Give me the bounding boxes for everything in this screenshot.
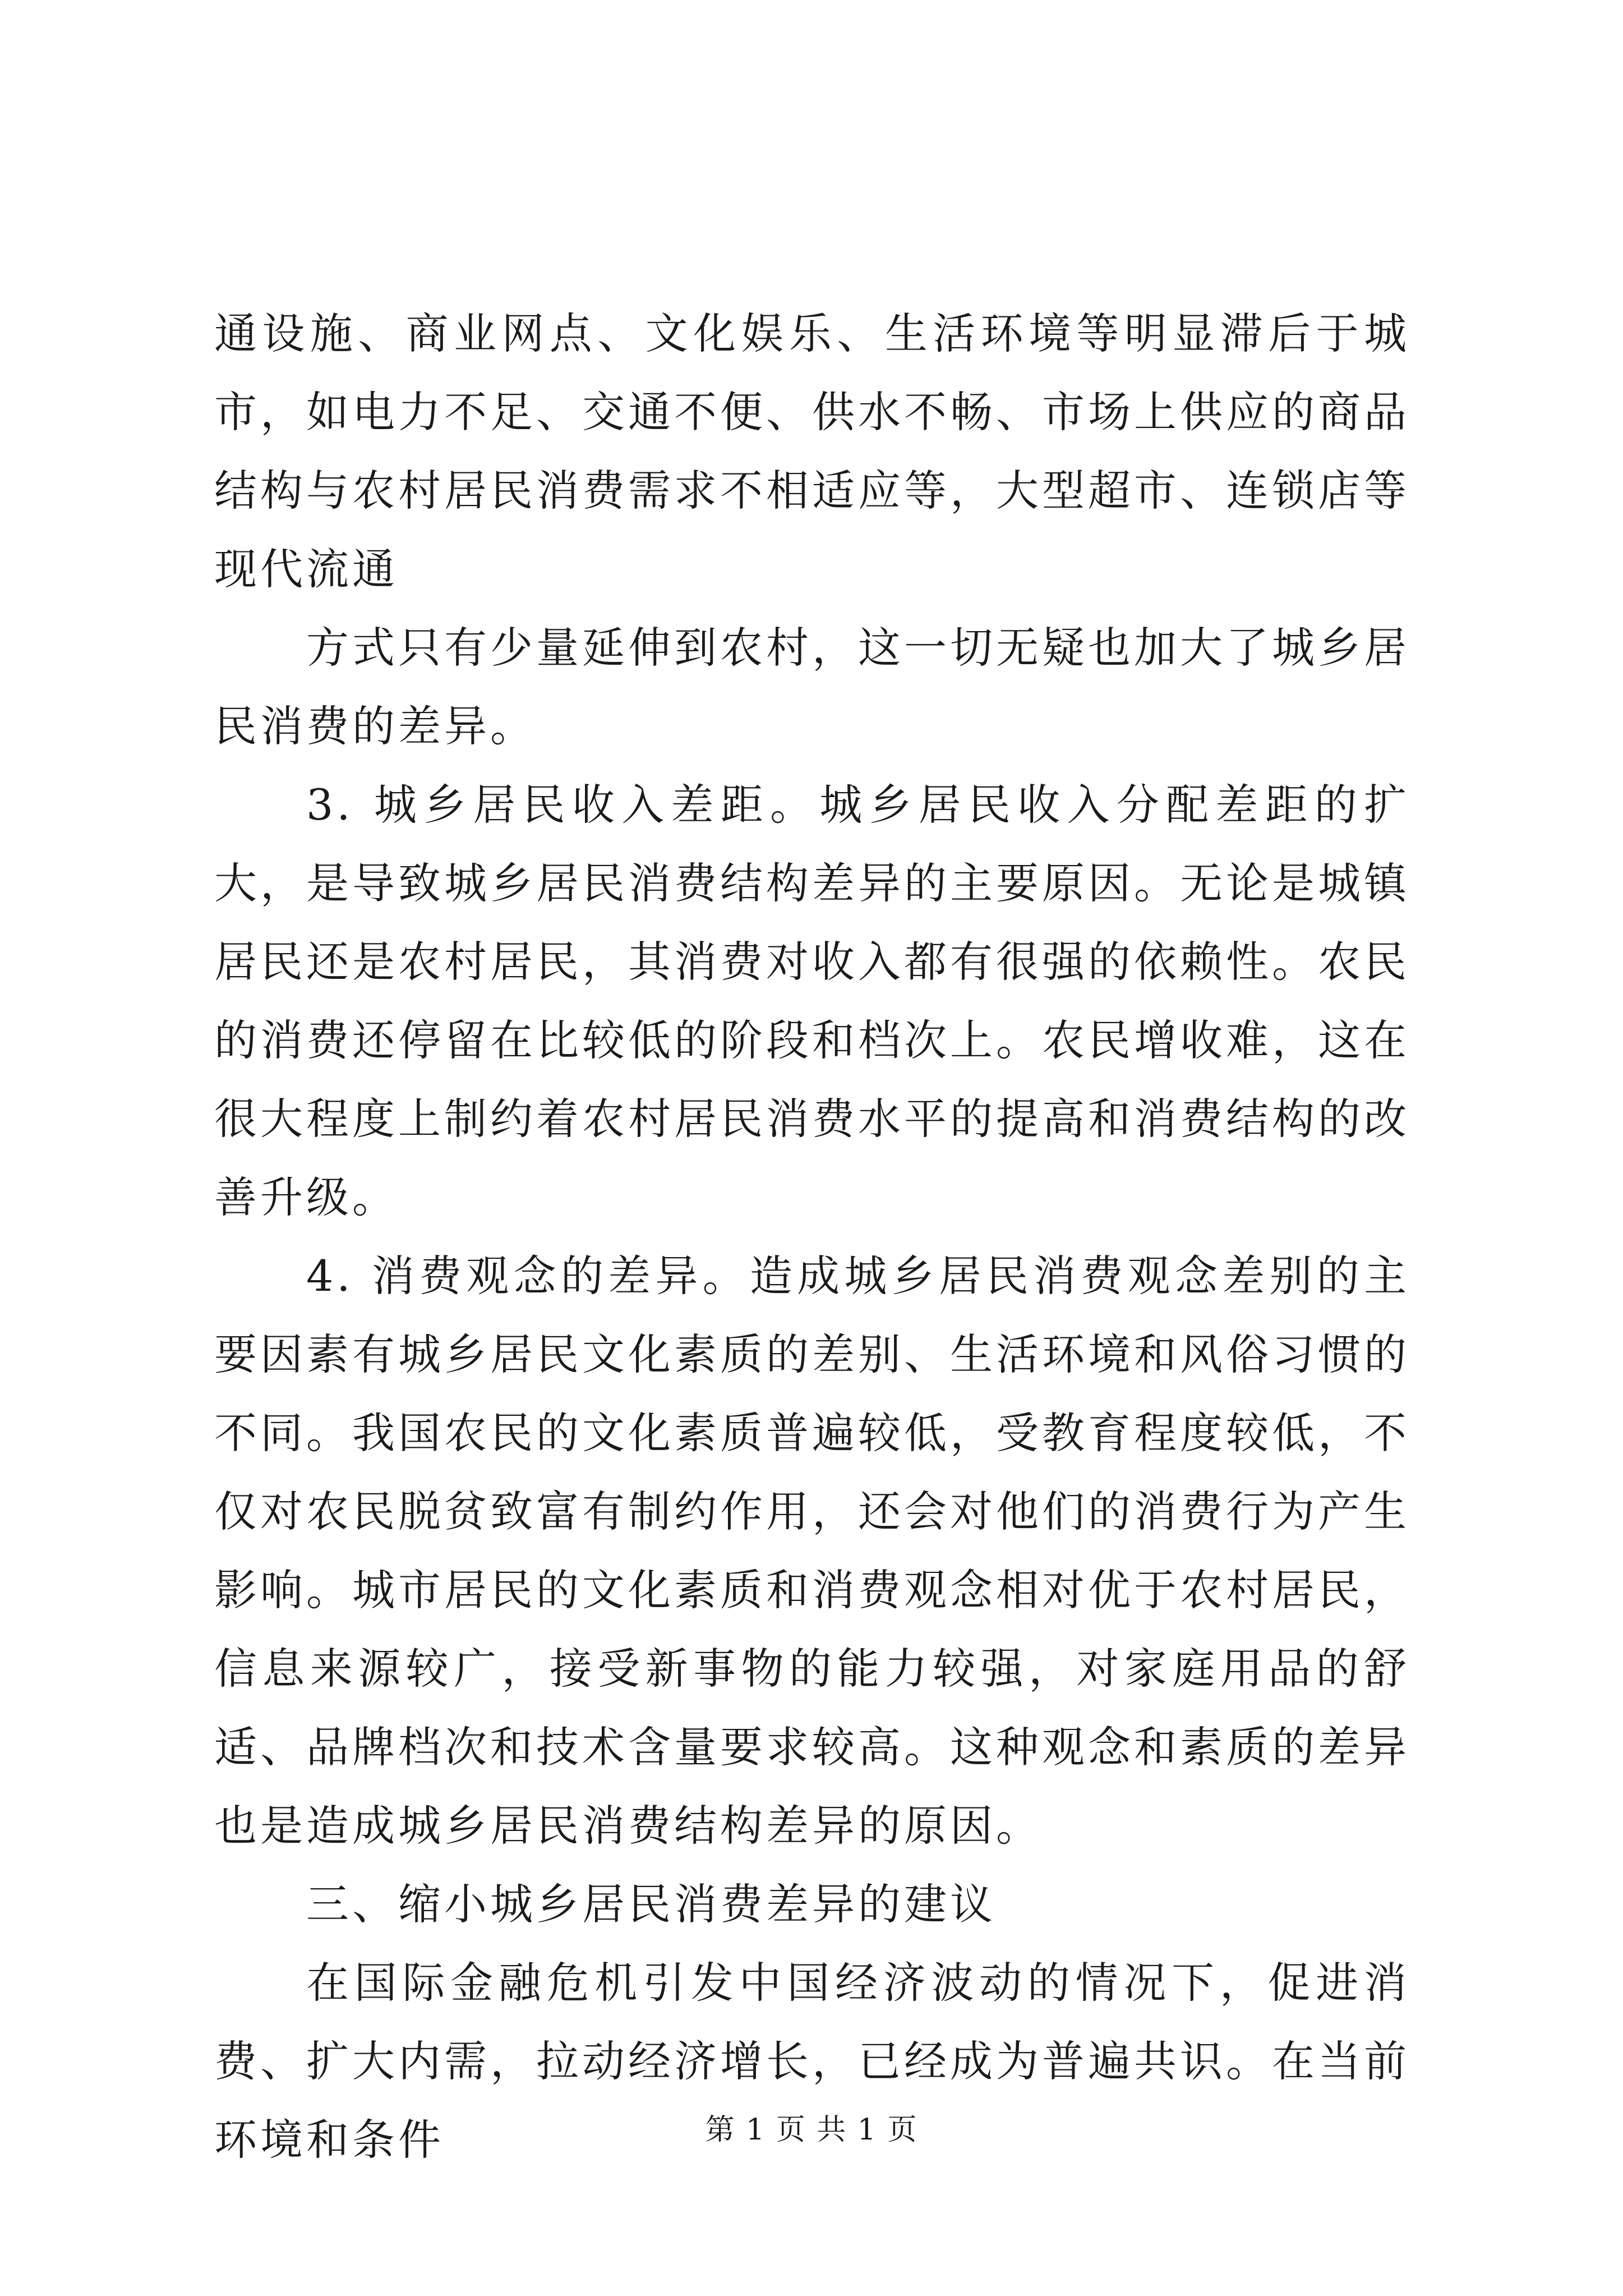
- paragraph-consumption-concept: 4. 消费观念的差异。造成城乡居民消费观念差别的主要因素有城乡居民文化素质的差别、生活环境和风俗习惯的不同。我国农民的文化素质普遍较低，受教育程度较低，不仅对农民脱贫致富有制约作用，还会对他们的消费行为产生影响。城市居民的文化素质和消费观念相对优于农村居民，信息来源较广，接受新事物的能力较强，对家庭用品的舒适、品牌档次和技术含量要求较高。这种观念和素质的差异也是造成城乡居民消费结构差异的原因。: [214, 1251, 1410, 1851]
- paragraph-distribution-mode: 方式只有少量延伸到农村，这一切无疑也加大了城乡居民消费的差异。: [214, 623, 1410, 751]
- paragraph-income-gap: 3. 城乡居民收入差距。城乡居民收入分配差距的扩大，是导致城乡居民消费结构差异的主要原因。无论是城镇居民还是农村居民，其消费对收入都有很强的依赖性。农民的消费还停留在比较低的阶段和档次上。农民增收难，这在很大程度上制约着农村居民消费水平的提高和消费结构的改善升级。: [214, 780, 1410, 1222]
- document-body: [214, 295, 1410, 2179]
- page-footer: 第 1 页 共 1 页: [705, 2113, 918, 2147]
- paragraph-continuation: 通设施、商业网点、文化娱乐、生活环境等明显滞后于城市，如电力不足、交通不便、供水不畅、市场上供应的商品结构与农村居民消费需求不相适应等，大型超市、连锁店等现代流通: [214, 309, 1410, 594]
- section-heading-suggestions: 三、缩小城乡居民消费差异的建议: [306, 1879, 996, 1929]
- paragraph-suggestions-intro: 在国际金融危机引发中国经济波动的情况下，促进消费、扩大内需，拉动经济增长，已经成为普遍共识。在当前环境和条件: [214, 1958, 1410, 2165]
